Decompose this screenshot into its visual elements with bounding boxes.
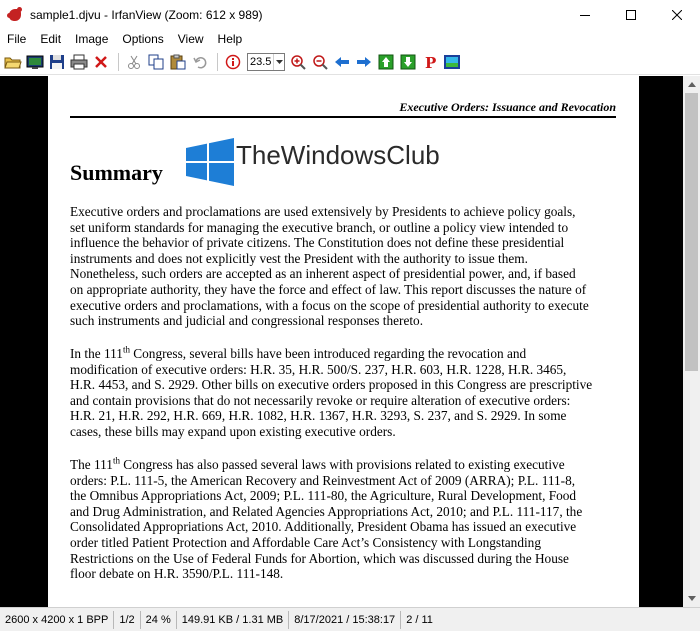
close-icon — [672, 10, 682, 20]
vertical-scrollbar[interactable] — [683, 76, 700, 607]
watermark-text: TheWindowsClub — [236, 139, 440, 170]
zoom-in-icon — [290, 54, 306, 70]
toolbar-separator — [118, 53, 119, 71]
zoom-out-button[interactable] — [310, 52, 330, 72]
para2-superscript: th — [122, 344, 130, 355]
zoom-in-button[interactable] — [288, 52, 308, 72]
cut-button[interactable] — [124, 52, 144, 72]
delete-button[interactable] — [91, 52, 111, 72]
window-controls — [562, 0, 700, 30]
copy-button[interactable] — [146, 52, 166, 72]
first-page-icon — [378, 54, 394, 70]
para3-rest: Congress has also passed several laws with provisions related to existing executive orders: P.L. 111-5, the American Recovery and Reinvestment Act of 2009 (ARRA); P.L. 111-8, the Omnibus Appropriations Act, 2009; P.L. 111-80, the Agriculture, Rural Development, Food and Drug Administration, and Related Agencies Appropriations Act, 2010; and P.L. 111-117, the Consolidated Appropriations Act, 2010. Additionally, President Obama has issued an executive order titled Patient Protection and Affordable Care Act’s Consistency with Longstanding Restrictions on the Use of Federal Funds for Abortion, which was discussed during the House floor debate on H.R. 3590/P.L. 111-148. — [70, 457, 583, 582]
menu-file[interactable]: File — [7, 32, 27, 46]
irfanview-app-icon[interactable] — [7, 7, 23, 23]
save-button[interactable] — [47, 52, 67, 72]
menu-options[interactable]: Options — [122, 32, 164, 46]
summary-paragraph-1: Executive orders and proclamations are used extensively by Presidents to achieve policy goals, set uniform standards for managing the executive branch, or outline a policy view intended to influence the behavior of private citizens. The Constitution does not define these presidential instruments and does not explicitly vest the President with the authority to issue them. Nonetheless, such orders are accepted as an inherent aspect of presidential power, and, if based on appropriate authority, they have the force and effect of law. This report discusses the nature of executive orders and proclamations, with a focus on the scope of presidential authority to execute such instruments and judicial and congressional responses thereto. — [70, 204, 589, 329]
status-file-index: 2 / 11 — [406, 613, 433, 626]
menu-view[interactable]: View — [177, 32, 204, 46]
slideshow-button[interactable] — [25, 52, 45, 72]
open-folder-icon — [4, 54, 22, 70]
para3-lead: The 111 — [70, 457, 113, 472]
undo-icon — [192, 54, 208, 70]
paint-button[interactable] — [420, 52, 440, 72]
para2-lead: In the 111 — [70, 346, 123, 361]
menu-bar — [0, 30, 700, 49]
paste-icon — [170, 54, 186, 70]
delete-icon — [93, 54, 109, 70]
paint-icon — [422, 54, 438, 70]
effects-button[interactable] — [442, 52, 462, 72]
status-zoom: 24 % — [141, 611, 177, 629]
info-icon — [225, 54, 241, 70]
undo-button[interactable] — [190, 52, 210, 72]
menu-image[interactable]: Image — [75, 32, 109, 46]
chevron-up-icon — [688, 82, 696, 87]
status-bar — [0, 607, 700, 631]
document-page — [48, 76, 639, 607]
save-icon — [49, 54, 65, 70]
next-icon — [356, 54, 372, 70]
running-head: Executive Orders: Issuance and Revocation — [399, 100, 616, 114]
para3-superscript: th — [112, 455, 120, 466]
window-title: sample1.djvu - IrfanView (Zoom: 612 x 989) — [30, 8, 263, 22]
summary-paragraph-3 — [70, 457, 620, 582]
open-button[interactable] — [3, 52, 23, 72]
chevron-down-icon[interactable] — [273, 54, 284, 70]
watermark — [186, 138, 440, 186]
menu-edit[interactable]: Edit — [40, 32, 62, 46]
title-bar — [0, 0, 700, 30]
previous-button[interactable] — [332, 52, 352, 72]
last-page-button[interactable] — [398, 52, 418, 72]
minimize-button[interactable] — [562, 0, 608, 30]
windows-logo-icon — [186, 138, 234, 186]
para2-rest: Congress, several bills have been introduced regarding the revocation and modification of executive orders: H.R. 35, H.R. 500/S. 237, H.R. 603, H.R. 1228, H.R. 3465, H.R. 4453, and S. 2929. Other bills on executive orders proposed in this Congress are prescriptive and contain provisions that do not necessarily revoke or require alteration of executive orders: H.R. 21, H.R. 292, H.R. 669, H.R. 1082, H.R. 1367, H.R. 3293, S. 237, and S. 2929. In some cases, these bills may expand upon existing executive orders. — [70, 346, 593, 439]
zoom-value: 23.5 — [250, 55, 272, 68]
image-viewer[interactable] — [0, 76, 683, 607]
header-rule — [70, 116, 616, 118]
effects-icon — [443, 54, 461, 70]
zoom-combobox[interactable] — [247, 53, 285, 71]
chevron-down-icon — [688, 596, 696, 601]
scrollbar-thumb[interactable] — [685, 93, 698, 371]
summary-paragraph-2 — [70, 346, 620, 440]
scroll-up-button[interactable] — [683, 76, 700, 93]
toolbar — [0, 49, 700, 75]
status-page: 1/2 — [114, 611, 140, 629]
paste-button[interactable] — [168, 52, 188, 72]
status-dimensions: 2600 x 4200 x 1 BPP — [0, 611, 114, 629]
slideshow-icon — [26, 54, 44, 70]
svg-text:P: P — [425, 53, 437, 70]
menu-help[interactable]: Help — [217, 32, 243, 46]
close-button[interactable] — [654, 0, 700, 30]
status-datetime: 8/17/2021 / 15:38:17 — [289, 611, 401, 629]
first-page-button[interactable] — [376, 52, 396, 72]
minimize-icon — [580, 10, 590, 20]
previous-icon — [334, 54, 350, 70]
copy-icon — [148, 54, 164, 70]
zoom-out-icon — [312, 54, 328, 70]
cut-icon — [126, 54, 142, 70]
maximize-icon — [626, 10, 636, 20]
scroll-down-button[interactable] — [683, 590, 700, 607]
maximize-button[interactable] — [608, 0, 654, 30]
info-button[interactable] — [223, 52, 243, 72]
status-filesize: 149.91 KB / 1.31 MB — [177, 611, 290, 629]
print-button[interactable] — [69, 52, 89, 72]
last-page-icon — [400, 54, 416, 70]
toolbar-separator — [217, 53, 218, 71]
next-button[interactable] — [354, 52, 374, 72]
print-icon — [70, 54, 88, 70]
summary-heading: Summary — [70, 160, 163, 185]
